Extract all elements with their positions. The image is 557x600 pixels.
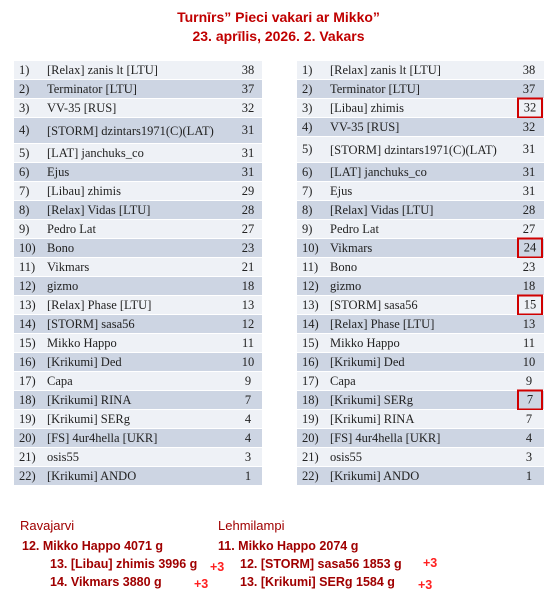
score-highlighted: 15 — [517, 295, 543, 316]
rank-number: 3) — [19, 100, 30, 115]
score: 9 — [244, 373, 252, 388]
rank-number: 14) — [19, 316, 36, 331]
player-name: Bono — [47, 241, 75, 255]
player-name: Mikko Happo — [330, 336, 400, 350]
ravajarvi-title: Ravajarvi — [20, 518, 75, 533]
rank-number: 5) — [19, 145, 30, 160]
rank-number: 1) — [302, 62, 313, 77]
score: 11 — [522, 335, 536, 350]
player-name: Ejus — [47, 165, 70, 179]
player-name: [Krikumi] SERg — [330, 393, 413, 407]
player-name: Capa — [47, 374, 73, 388]
table-row — [297, 334, 544, 353]
rank-number: 8) — [19, 202, 30, 217]
rank-number: 15) — [19, 335, 36, 350]
table-row — [297, 201, 544, 220]
table-row — [297, 315, 544, 334]
score: 4 — [244, 411, 252, 426]
rank-number: 6) — [302, 164, 313, 179]
score: 1 — [244, 468, 252, 483]
player-name: [FS] 4ur4hella [UKR] — [47, 431, 158, 445]
rank-number: 7) — [302, 183, 313, 198]
player-name: Pedro Lat — [330, 222, 379, 236]
player-name: osis55 — [47, 450, 79, 464]
score: 37 — [241, 81, 255, 96]
player-name: Vikmars — [47, 260, 90, 274]
rank-number: 10) — [302, 240, 319, 255]
score: 10 — [241, 354, 255, 369]
rank-number: 17) — [19, 373, 36, 388]
rank-number: 18) — [302, 392, 319, 407]
score: 31 — [241, 164, 255, 179]
score: 3 — [525, 449, 533, 464]
player-name: Terminator [LTU] — [330, 82, 420, 96]
player-name: gizmo — [330, 279, 362, 293]
rank-number: 11) — [19, 259, 36, 274]
rank-number: 9) — [19, 221, 30, 236]
page-title: Turnīrs” Pieci vakari ar Mikko” — [177, 9, 380, 25]
table-row — [14, 296, 262, 315]
table-row — [297, 118, 544, 137]
score: 10 — [522, 354, 536, 369]
score-highlighted: 24 — [517, 238, 543, 259]
score: 27 — [522, 221, 536, 236]
table-row — [14, 99, 262, 118]
player-name: [Krikumi] Ded — [330, 355, 405, 369]
score: 31 — [241, 123, 255, 137]
table-row — [297, 99, 544, 118]
player-name: Vikmars — [330, 241, 373, 255]
rank-number: 19) — [19, 411, 36, 426]
player-name: [Relax] Phase [LTU] — [47, 298, 152, 312]
rank-number: 16) — [19, 354, 36, 369]
rank-number: 3) — [302, 100, 313, 115]
table-row — [297, 372, 544, 391]
table-row — [297, 80, 544, 99]
table-row — [14, 118, 262, 144]
table-row — [14, 239, 262, 258]
rank-number: 21) — [19, 449, 36, 464]
lehmilampi-line-3-bonus: +3 — [418, 578, 433, 592]
table-row — [14, 391, 262, 410]
rank-number: 17) — [302, 373, 319, 388]
score: 3 — [244, 449, 252, 464]
score: 32 — [241, 100, 255, 115]
score: 18 — [241, 278, 255, 293]
score: 32 — [522, 119, 536, 134]
table-row — [297, 220, 544, 239]
ravajarvi-line-1: 12. Mikko Happo 4071 g — [22, 539, 164, 553]
player-name: [STORM] sasa56 — [47, 317, 135, 331]
ravajarvi-line-2-bonus: +3 — [210, 560, 225, 574]
table-row — [14, 410, 262, 429]
table-row — [14, 315, 262, 334]
table-row — [14, 277, 262, 296]
table-row — [14, 80, 262, 99]
rank-number: 8) — [302, 202, 313, 217]
score: 31 — [522, 183, 536, 198]
player-name: [STORM] dzintars1971(C)(LAT) — [47, 123, 214, 138]
rank-number: 10) — [19, 240, 36, 255]
rank-number: 4) — [302, 119, 313, 134]
player-name: [STORM] dzintars1971(C)(LAT) — [330, 142, 497, 157]
lehmilampi-line-3: 13. [Krikumi] SERg 1584 g — [240, 575, 395, 589]
table-row — [14, 201, 262, 220]
table-row — [297, 353, 544, 372]
player-name: [Krikumi] ANDO — [330, 469, 420, 483]
rank-number: 22) — [19, 468, 36, 483]
ravajarvi-line-3: 14. Vikmars 3880 g — [50, 575, 162, 589]
table-row — [297, 182, 544, 201]
rank-number: 2) — [302, 81, 313, 96]
rank-number: 16) — [302, 354, 319, 369]
rank-number: 7) — [19, 183, 30, 198]
table-row — [14, 163, 262, 182]
player-name: Bono — [330, 260, 358, 274]
lehmilampi-line-1: 11. Mikko Happo 2074 g — [218, 539, 359, 553]
table-row — [14, 429, 262, 448]
table-row — [14, 61, 262, 80]
rank-number: 1) — [19, 62, 30, 77]
player-name: Ejus — [330, 184, 353, 198]
player-name: gizmo — [47, 279, 79, 293]
score: 9 — [525, 373, 533, 388]
score: 37 — [522, 81, 536, 96]
player-name: [Krikumi] RINA — [330, 412, 415, 426]
standings-table-after — [297, 61, 544, 486]
table-row — [297, 61, 544, 80]
player-name: [STORM] sasa56 — [330, 298, 418, 312]
rank-number: 21) — [302, 449, 319, 464]
score: 13 — [241, 297, 255, 312]
score-highlighted: 7 — [517, 390, 543, 411]
rank-number: 9) — [302, 221, 313, 236]
score-highlighted: 32 — [517, 98, 543, 119]
table-row — [297, 410, 544, 429]
table-row — [297, 429, 544, 448]
table-row — [14, 353, 262, 372]
lehmilampi-title: Lehmilampi — [218, 518, 285, 533]
score: 11 — [241, 335, 255, 350]
table-row — [297, 296, 544, 315]
table-row — [14, 467, 262, 486]
table-row — [297, 467, 544, 486]
standings-table-before — [14, 61, 262, 486]
player-name: [Relax] zanis lt [LTU] — [47, 63, 158, 77]
rank-number: 12) — [302, 278, 319, 293]
table-row — [297, 163, 544, 182]
player-name: [LAT] janchuks_co — [47, 146, 144, 160]
player-name: Capa — [330, 374, 356, 388]
score: 31 — [241, 145, 255, 160]
page-subtitle: 23. aprīlis, 2026. 2. Vakars — [192, 28, 365, 44]
rank-number: 15) — [302, 335, 319, 350]
player-name: VV-35 [RUS] — [47, 101, 117, 115]
score: 7 — [244, 392, 252, 407]
rank-number: 18) — [19, 392, 36, 407]
rank-number: 22) — [302, 468, 319, 483]
score: 7 — [525, 411, 533, 426]
score: 28 — [241, 202, 255, 217]
player-name: [Krikumi] Ded — [47, 355, 122, 369]
table-row — [297, 239, 544, 258]
rank-number: 12) — [19, 278, 36, 293]
table-row — [14, 182, 262, 201]
lehmilampi-line-2-bonus: +3 — [423, 556, 438, 570]
player-name: VV-35 [RUS] — [330, 120, 400, 134]
rank-number: 4) — [19, 123, 30, 137]
player-name: [Krikumi] RINA — [47, 393, 132, 407]
table-row — [14, 258, 262, 277]
player-name: [Krikumi] SERg — [47, 412, 130, 426]
score: 28 — [522, 202, 536, 217]
player-name: osis55 — [330, 450, 362, 464]
rank-number: 20) — [302, 430, 319, 445]
ravajarvi-line-2: 13. [Libau] zhimis 3996 g — [50, 557, 198, 571]
rank-number: 19) — [302, 411, 319, 426]
player-name: [LAT] janchuks_co — [330, 165, 427, 179]
score: 23 — [522, 259, 536, 274]
table-row — [297, 258, 544, 277]
score: 4 — [244, 430, 252, 445]
player-name: Pedro Lat — [47, 222, 96, 236]
player-name: [Relax] Vidas [LTU] — [330, 203, 434, 217]
score: 4 — [525, 430, 533, 445]
player-name: [Libau] zhimis — [47, 184, 121, 198]
table-row — [14, 334, 262, 353]
rank-number: 2) — [19, 81, 30, 96]
score: 12 — [241, 316, 255, 331]
table-row — [14, 220, 262, 239]
table-row — [14, 372, 262, 391]
player-name: [Relax] zanis lt [LTU] — [330, 63, 441, 77]
player-name: Terminator [LTU] — [47, 82, 137, 96]
table-row — [297, 448, 544, 467]
player-name: [Libau] zhimis — [330, 101, 404, 115]
rank-number: 13) — [302, 297, 319, 312]
score: 27 — [241, 221, 255, 236]
player-name: [Relax] Phase [LTU] — [330, 317, 435, 331]
player-name: [Relax] Vidas [LTU] — [47, 203, 151, 217]
rank-number: 20) — [19, 430, 36, 445]
score: 23 — [241, 240, 255, 255]
rank-number: 11) — [302, 259, 319, 274]
score: 31 — [522, 164, 536, 179]
lehmilampi-line-2: 12. [STORM] sasa56 1853 g — [240, 557, 402, 571]
rank-number: 5) — [302, 142, 313, 156]
score: 38 — [241, 62, 255, 77]
rank-number: 13) — [19, 297, 36, 312]
table-row — [14, 448, 262, 467]
table-row — [297, 391, 544, 410]
score: 38 — [522, 62, 536, 77]
player-name: [FS] 4ur4hella [UKR] — [330, 431, 441, 445]
player-name: [Krikumi] ANDO — [47, 469, 137, 483]
score: 18 — [522, 278, 536, 293]
table-row — [14, 144, 262, 163]
rank-number: 6) — [19, 164, 30, 179]
player-name: Mikko Happo — [47, 336, 117, 350]
score: 29 — [241, 183, 255, 198]
score: 31 — [522, 142, 536, 156]
score: 13 — [522, 316, 536, 331]
score: 1 — [525, 468, 533, 483]
table-row — [297, 137, 544, 163]
ravajarvi-line-3-bonus: +3 — [194, 577, 209, 591]
score: 21 — [241, 259, 255, 274]
rank-number: 14) — [302, 316, 319, 331]
table-row — [297, 277, 544, 296]
